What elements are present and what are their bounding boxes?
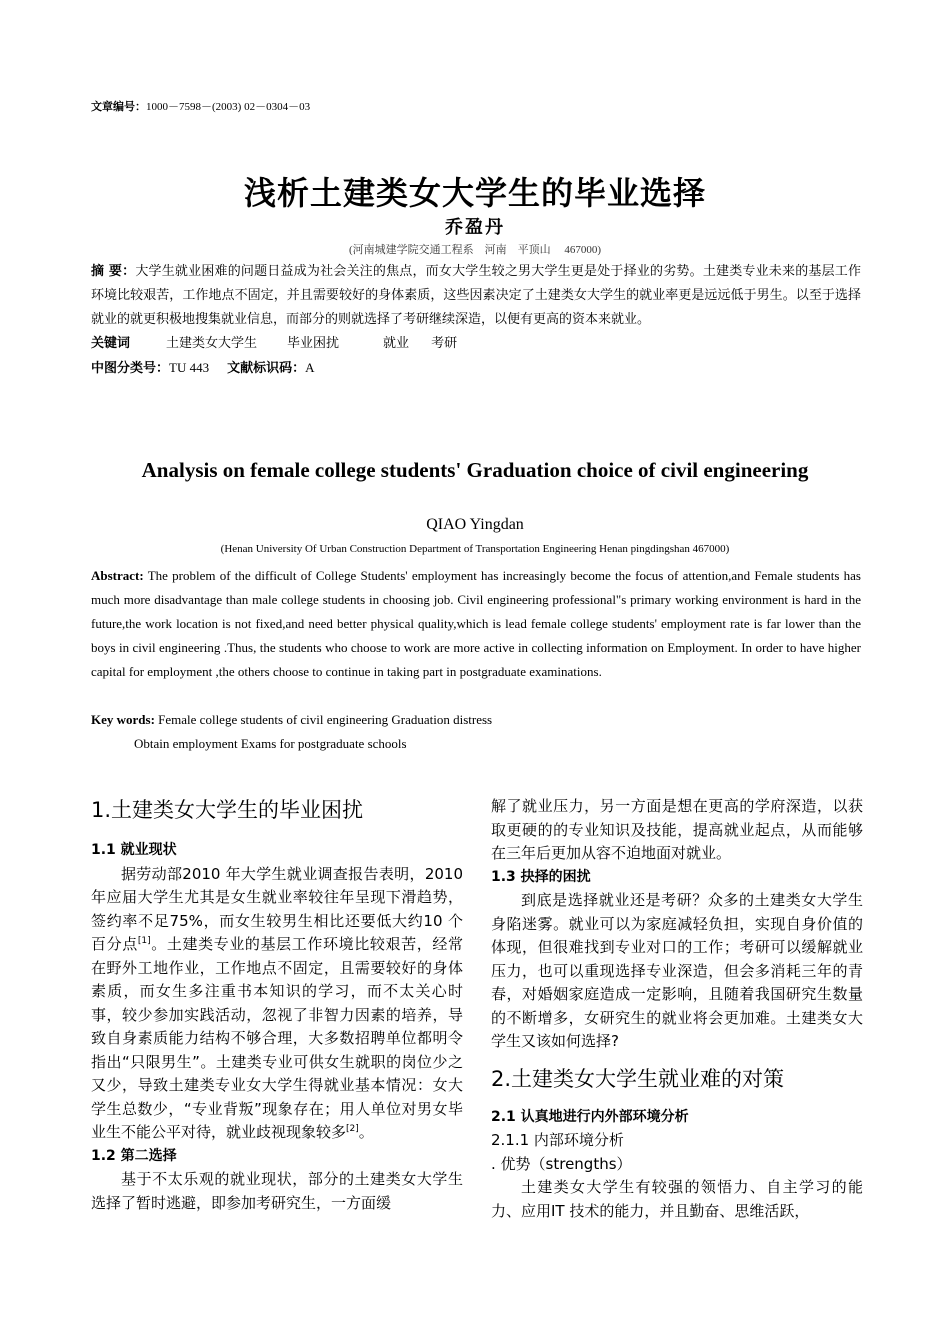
keyword-1: 土建类女大学生 <box>166 336 258 351</box>
body-right-column <box>491 795 863 1223</box>
english-keywords-label: Key words: <box>91 712 155 727</box>
chinese-affiliation: (河南城建学院交通工程系 河南 平顶山 467000) <box>348 244 602 256</box>
section-1-2-text: 基于不太乐观的就业现状，部分的土建类女大学生选择了暂时逃避，即参加考研究生，一方面缓 <box>91 1170 463 1212</box>
english-abstract <box>91 564 861 684</box>
english-keywords-line1: Female college students of civil engineering Graduation distress <box>158 712 493 727</box>
chinese-abstract-text: 大学生就业困难的问题日益成为社会关注的焦点，而女大学生较之男大学生更是处于择业的劣势。土建类专业未来的基层工作环境比较艰苦，工作地点不固定，并且需要较好的身体素质，这些因素决定了土建类女大学生的就业率更是远远低于男生。以至于选择就业的就更积极地搜集就业信息，而部分的则就选择了考研继续深造，以便有更高的资本来就业。 <box>91 264 861 327</box>
section-2-1-heading: 2.1 认真地进行内外部环境分析 <box>491 1108 689 1125</box>
keyword-4: 考研 <box>431 336 458 351</box>
section-1-3-heading: 1.3 抉择的困扰 <box>491 868 591 885</box>
section-1-1-text-cont: 。土建类专业的基层工作环境比较艰苦，经常在野外工地作业，工作地点不固定，且需要较好的身体素质，而女生多注重书本知识的学习，而不太关心时事，较少参加实践活动，忽视了非智力因素的培养，导致自身素质能力结构不够合理，大多数招聘单位都明令指出“只限男生”。土建类专业可供女生就职的岗位少之又少，导致土建类专业女大学生得就业基本情况：女大学生总数少，“专业背叛”现象存在；用人单位对男女毕业生不能公平对待，就业歧视现象较多 <box>91 935 463 1141</box>
citation-2: [2] <box>346 1124 359 1134</box>
chinese-abstract-label: 摘 要： <box>91 264 136 279</box>
english-affiliation: (Henan University Of Urban Construction Department of Transportation Engineering Henan pingdingshan 467000) <box>220 543 730 555</box>
article-number-label: 文章编号： <box>91 100 146 113</box>
article-number <box>91 98 310 114</box>
section-1-3-text: 到底是选择就业还是考研？众多的土建类女大学生身陷迷雾。就业可以为家庭减轻负担，实现自身价值的体现，但很难找到专业对口的工作；考研可以缓解就业压力，也可以重现选择专业深造，但会多消耗三年的青春，对婚姻家庭造成一定影响，且随着我国研究生数量的不断增多，女研究生的就业将会更加难。土建类女大学生又该如何选择? <box>491 891 863 1050</box>
keyword-2: 毕业困扰 <box>287 336 340 351</box>
section-2-1-1-text: 土建类女大学生有较强的领悟力、自主学习的能力、应用IT 技术的能力，并且勤奋、思维活跃， <box>491 1178 863 1220</box>
section-1-heading: 1.土建类女大学生的毕业困扰 <box>91 798 364 822</box>
class-label: 中图分类号： <box>91 361 170 376</box>
article-number-value: 1000－7598－(2003) 02－0304－03 <box>146 101 311 113</box>
section-1-2-continuation: 解了就业压力，另一方面是想在更高的学府深造，以获取更硬的的专业知识及技能，提高就业起点，从而能够在三年后更加从容不迫地面对就业。 <box>491 797 863 862</box>
doc-code-label: 文献标识码： <box>227 361 306 376</box>
english-title: Analysis on female college students' Graduation choice of civil engineering <box>141 458 809 482</box>
citation-1: [1] <box>137 936 151 946</box>
strengths-subheading: . 优势（strengths） <box>491 1154 632 1173</box>
body-left-column <box>91 795 463 1215</box>
chinese-title: 浅析土建类女大学生的毕业选择 <box>243 174 706 212</box>
chinese-author: 乔盈丹 <box>445 217 505 238</box>
section-1-2-heading: 1.2 第二选择 <box>91 1147 177 1164</box>
english-keywords-line2: Obtain employment Exams for postgraduate schools <box>134 736 407 751</box>
chinese-keywords <box>91 332 861 356</box>
doc-code-value: A <box>305 360 315 375</box>
chinese-abstract <box>91 260 861 332</box>
section-2-1-1-heading: 2.1.1 内部环境分析 <box>491 1131 624 1149</box>
classification-line <box>91 356 861 381</box>
chinese-keywords-label: 关键词 <box>91 336 131 351</box>
english-abstract-text: The problem of the difficult of College Students' employment has increasingly become the focus of attention,and Female students has much more disadvantage than male college students in choosing job. Civil engineering professional"s primary working environment is hard in the future,the work location is not fixed,and need better physical quality,which is lead female college students' employment rate is far lower than the boys in civil engineering .Thus, the students who choose to work are more active in collecting information on Employment. In order to have higher capital for employment ,the others choose to continue in taking part in postgraduate examinations. <box>91 568 861 679</box>
class-value: TU 443 <box>169 360 210 375</box>
section-1-1-text: 据劳动部2010 年大学生就业调查报告表明，2010 年应届大学生尤其是女生就业率较往年呈现下滑趋势，签约率不足75%，而女生较男生相比还要低大约10 个百分点 <box>91 864 463 953</box>
section-1-1-paragraph <box>91 863 463 1145</box>
keyword-3: 就业 <box>383 336 410 351</box>
section-2-heading: 2.土建类女大学生就业难的对策 <box>491 1066 785 1091</box>
english-abstract-label: Abstract: <box>91 568 144 583</box>
section-1-1-end: 。 <box>358 1123 374 1141</box>
section-1-1-heading: 1.1 就业现状 <box>91 842 177 858</box>
english-author: QIAO Yingdan <box>426 516 524 533</box>
english-keywords <box>91 708 861 732</box>
